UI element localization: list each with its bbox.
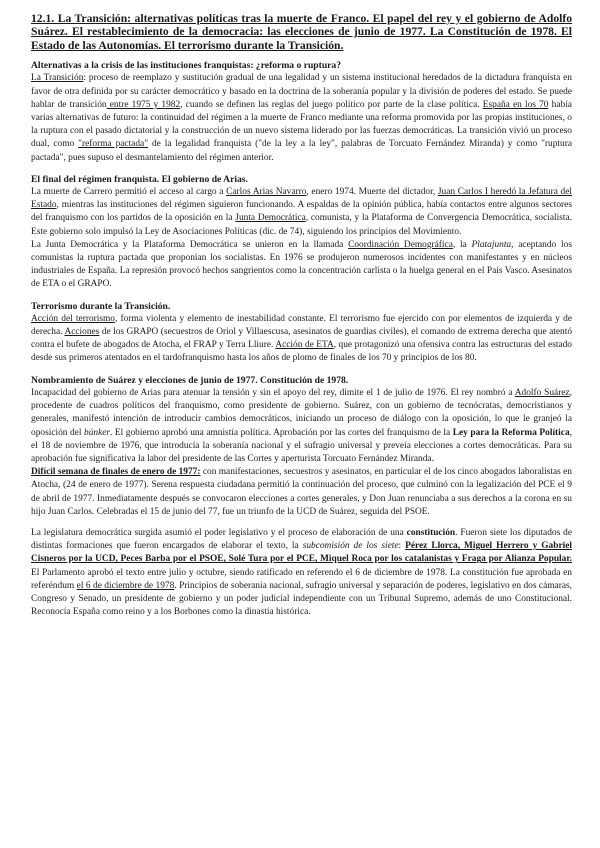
term-la-transicion: La Transición — [31, 73, 84, 84]
term-ley-reforma: Ley para la Reforma Política — [452, 427, 570, 438]
term-junta-democratica: Junta Democrática — [235, 213, 306, 224]
text-run: , mientras las instituciones del régimen siguieron funcionando. A espaldas de la opinión pública, había contactos entre algunos sectores del franquismo con los partidos de la oposición en la — [31, 200, 572, 224]
text-run: , el 18 de noviembre de 1976, que introducía la soberanía nacional y el sufragio universal y preveía elecciones a cortes democráticas. Para su aprobación fue significativa la labor del presidente de las Cortes y aperturista Torcuato Fernández Miranda. — [31, 427, 572, 464]
paragraph-terrorismo — [31, 313, 572, 366]
text-run: : — [398, 541, 406, 552]
paragraph-constitucion — [31, 527, 572, 619]
text-run: de la legalidad franquista ("de la ley a la ley", palabras de Torcuato Fernández Miranda) y como "ruptura pactada", pues supuso el desmantelamiento del régimen anterior. — [31, 139, 572, 163]
section-heading-final-regimen: El final del régimen franquista. El gobierno de Arias. — [31, 173, 248, 185]
term-constitucion: constitución — [406, 527, 456, 538]
text-run: , que protagonizó una ofensiva contra las estructuras del estado desde sus primeros atentados en el tardofranquismo hasta los años de plomo de finales de los 70 y principios de los 80. — [31, 340, 572, 364]
term-juan-carlos: Juan Carlos I heredó la Jefatura del Estado — [31, 187, 573, 211]
section-heading-suarez: Nombramiento de Suárez y elecciones de junio de 1977. Constitución de 1978. — [31, 374, 349, 386]
term-1975-1982: entre 1975 y 1982 — [106, 99, 181, 110]
section-gap — [31, 292, 572, 300]
text-run: , enero 1974. Muerte del dictador, — [306, 187, 438, 198]
section-gap — [31, 519, 572, 527]
text-run: , cuando se definen las reglas del juego político por parte de la clase política. — [180, 99, 483, 110]
section-gap — [31, 165, 572, 173]
term-accion-terrorismo: Acción del terrorismo — [31, 313, 115, 324]
text-run: La legislatura democrática surgida asumió el poder legislativo y el proceso de elaboración de una — [31, 527, 407, 538]
text-run: , la — [452, 239, 472, 250]
text-run: La muerte de Carrero permitió el acceso al cargo a — [31, 187, 227, 198]
section-heading-terrorismo: Terrorismo durante la Transición. — [31, 300, 171, 312]
paragraph-transicion — [31, 72, 572, 164]
term-carlos-arias: Carlos Arias Navarro — [226, 187, 307, 198]
paragraph-arias — [31, 186, 572, 239]
paragraph-enero-1977 — [31, 466, 572, 519]
text-run: La Junta Democrática y la Plataforma Democrática se unieron en la llamada — [31, 239, 349, 250]
paragraph-platajunta — [31, 239, 572, 292]
text-run: . El gobierno aprobó una amnistía política. Aprobación por las cortes del franquismo de la — [110, 427, 453, 438]
text-run: , forma violenta y elemento de inestabilidad constante. El terrorismo fue ejercido con por elementos de izquierda y de derecha. — [31, 313, 573, 338]
term-6-diciembre: el 6 de diciembre de 1978 — [76, 580, 175, 591]
term-dificil-semana: Difícil semana de finales de enero de 1977: — [31, 467, 201, 478]
term-subcomision: subcomisión de los siete — [302, 541, 399, 552]
term-coordinacion: Coordinación Demográfica — [348, 239, 453, 250]
text-run: con manifestaciones, secuestros y asesinatos, en particular el de los cinco abogados laboralistas en Atocha, (24 de enero de 1977). Serena respuesta ciudadana permitió la continuación del proceso, que culminó con la legalización del PCE el 9 de abril de 1977. Inmediatamente después se convocaron elecciones a cortes generales, y Don Juan renunciaba a sus derechos a la corona en su hijo Juan Carlos. Celebradas el 15 de junio del 77, fue un triunfo de la UCD de Suárez, seguida del PSOE. — [31, 467, 572, 517]
text-run: : proceso de reemplazo y sustitución gradual de una legalidad y un sistema institucional heredados de la dictadura franquista en favor de otra definida por su carácter democrático y basado en la doctrina de la soberanía popular y la división de poderes del estado. Se puede hablar de transición — [31, 73, 572, 110]
term-bunker: búnker — [84, 427, 111, 438]
text-run: . Fueron siete los diputados de distintas formaciones que fueron encargados de elaborar el texto, la — [31, 527, 572, 552]
paragraph-suarez — [31, 387, 572, 466]
term-reforma-pactada: "reforma pactada" — [78, 139, 149, 150]
term-padres-constitucion: Pérez Llorca, Miguel Herrero y Gabriel Cisneros por la UCD, Peces Barba por el PSOE, Solé Tura por el PCE, Miquel Roca por los catalanistas y Fraga por Alianza Popular. — [31, 541, 572, 565]
section-heading-alternativas: Alternativas a la crisis de las instituciones franquistas: ¿reforma o ruptura? — [31, 60, 342, 72]
term-espana-70: España en los 70 — [482, 99, 549, 110]
term-platajunta: Platajunta — [471, 239, 512, 250]
text-run: . Principios de soberanía nacional, sufragio universal y separación de poderes, legislativo en dos cámaras, Congreso y Senado, un presidente de gobierno y un poder judicial independiente con un Tribunal Supremo, además de uno Constitucional. Reconocía España como reino y a los Borbones como la dinastía histórica. — [31, 580, 572, 618]
text-run: había varias alternativas de futuro: la continuidad del régimen a la muerte de Franco mediante una reforma promovida por las propias instituciones, o la ruptura con el pasado dictatorial y la construcción de un nuevo sistema liderado por las fuerzas democráticas. La transición vivió un proceso dual, como — [31, 99, 572, 150]
document-title: 12.1. La Transición: alternativas políticas tras la muerte de Franco. El papel del rey y el gobierno de Adolfo Suárez. El restablecimiento de la democracia: las elecciones de junio de 1977. La Constitución de 1978. El Estado de las Autonomías. El terrorismo durante la Transición. — [31, 12, 572, 52]
text-run: El Parlamento aprobó el texto entre julio y octubre, siendo ratificado en referendo el 6 de diciembre de 1978. La constitución fue aprobada en referéndum — [31, 567, 572, 591]
term-acciones: Acciones — [64, 327, 100, 338]
text-run: , comunista, y la Plataforma de Convergencia Democrática, socialista. Este gobierno solo impulsó la Ley de Asociaciones Políticas (dic. de 74), siguiendo los principios del Movimiento. — [31, 213, 572, 237]
term-accion-eta: Acción de ETA — [275, 340, 334, 351]
section-gap — [31, 366, 572, 374]
text-run: de los GRAPO (secuestros de Oriol y Villaescusa, asesinatos de guardias civiles), el comando de extrema derecha que atentó contra el bufete de abogados de Atocha, el FRAP y Terra Lliure. — [31, 327, 573, 351]
text-run: , procedente de cuadros políticos del franquismo, como presidente de gobierno. Suárez, con un gobierno de tecnócratas, democristianos y generales, manifestó intención de introducir cambios democráticos, iniciando un proceso de diálogo con la oposición, lo que le granjeó la oposición del — [31, 387, 572, 438]
text-run: Incapacidad del gobierno de Arias para atenuar la tensión y sin el apoyo del rey, dimite el 1 de julio de 1976. El rey nombró a — [31, 387, 515, 398]
text-run: , aceptando los comunistas la ruptura pactada que proponían los socialistas. En 1976 se produjeron numerosos incidentes con manifestantes y en núcleos industriales de España. La represión provocó hechos sangrientos como la concentración carlista o la huelga general en el País Vasco. Asesinatos de ETA o el GRAPO. — [31, 239, 572, 290]
term-adolfo-suarez: Adolfo Suárez — [514, 387, 570, 398]
